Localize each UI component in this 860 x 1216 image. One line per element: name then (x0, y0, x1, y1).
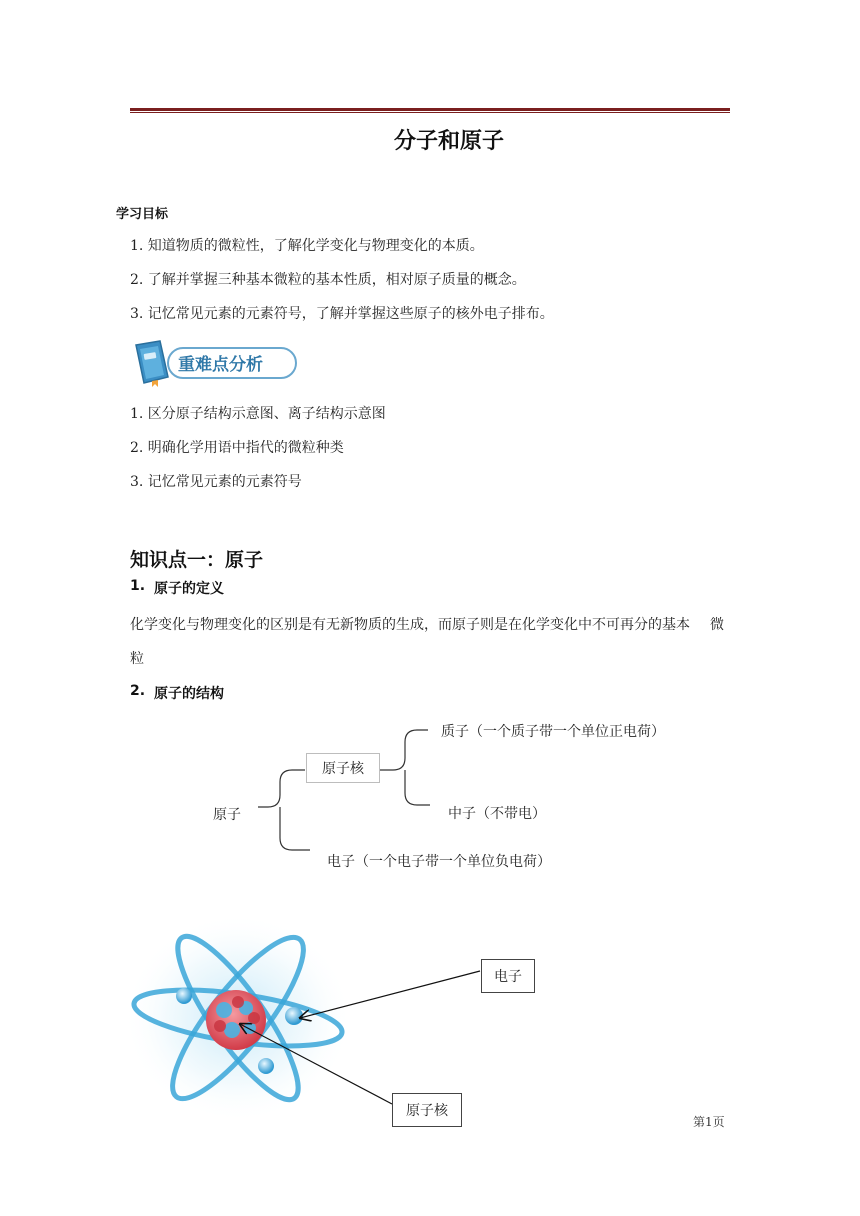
page-number: 第1页 (693, 1115, 725, 1129)
definition-text-tail: 微 (710, 617, 724, 633)
objective-item: 3. 记忆常见元素的元素符号，了解并掌握这些原子的核外电子排布。 (130, 306, 554, 322)
definition-text: 化学变化与物理变化的区别是有无新物质的生成，而原子则是在化学变化中不可再分的基本 (130, 617, 690, 633)
definition-text-cont: 粒 (130, 651, 144, 667)
electron-structure-label: 电子（一个电子带一个单位负电荷） (327, 854, 551, 870)
objective-item: 2. 了解并掌握三种基本微粒的基本性质，相对原子质量的概念。 (130, 272, 526, 288)
subsection-title: 原子的定义 (154, 581, 224, 597)
section-heading: 知识点一：原子 (130, 549, 264, 571)
subsection-number: 2. (130, 683, 146, 699)
neutron-label: 中子（不带电） (448, 806, 546, 822)
subsection-title: 原子的结构 (154, 686, 224, 702)
objectives-heading: 学习目标 (116, 207, 169, 222)
atom-label: 原子 (213, 807, 241, 823)
analysis-item: 1. 区分原子结构示意图、离子结构示意图 (130, 406, 386, 422)
analysis-banner-label: 重难点分析 (178, 355, 263, 375)
subsection-number: 1. (130, 578, 146, 594)
analysis-item: 2. 明确化学用语中指代的微粒种类 (130, 440, 344, 456)
nucleus-box: 原子核 (306, 753, 380, 783)
proton-label: 质子（一个质子带一个单位正电荷） (441, 724, 665, 740)
electron-figure-label: 电子 (481, 959, 535, 993)
analysis-item: 3. 记忆常见元素的元素符号 (130, 474, 302, 490)
objective-item: 1. 知道物质的微粒性，了解化学变化与物理变化的本质。 (130, 238, 484, 254)
page-title: 分子和原子 (393, 129, 504, 154)
nucleus-figure-label: 原子核 (392, 1093, 462, 1127)
